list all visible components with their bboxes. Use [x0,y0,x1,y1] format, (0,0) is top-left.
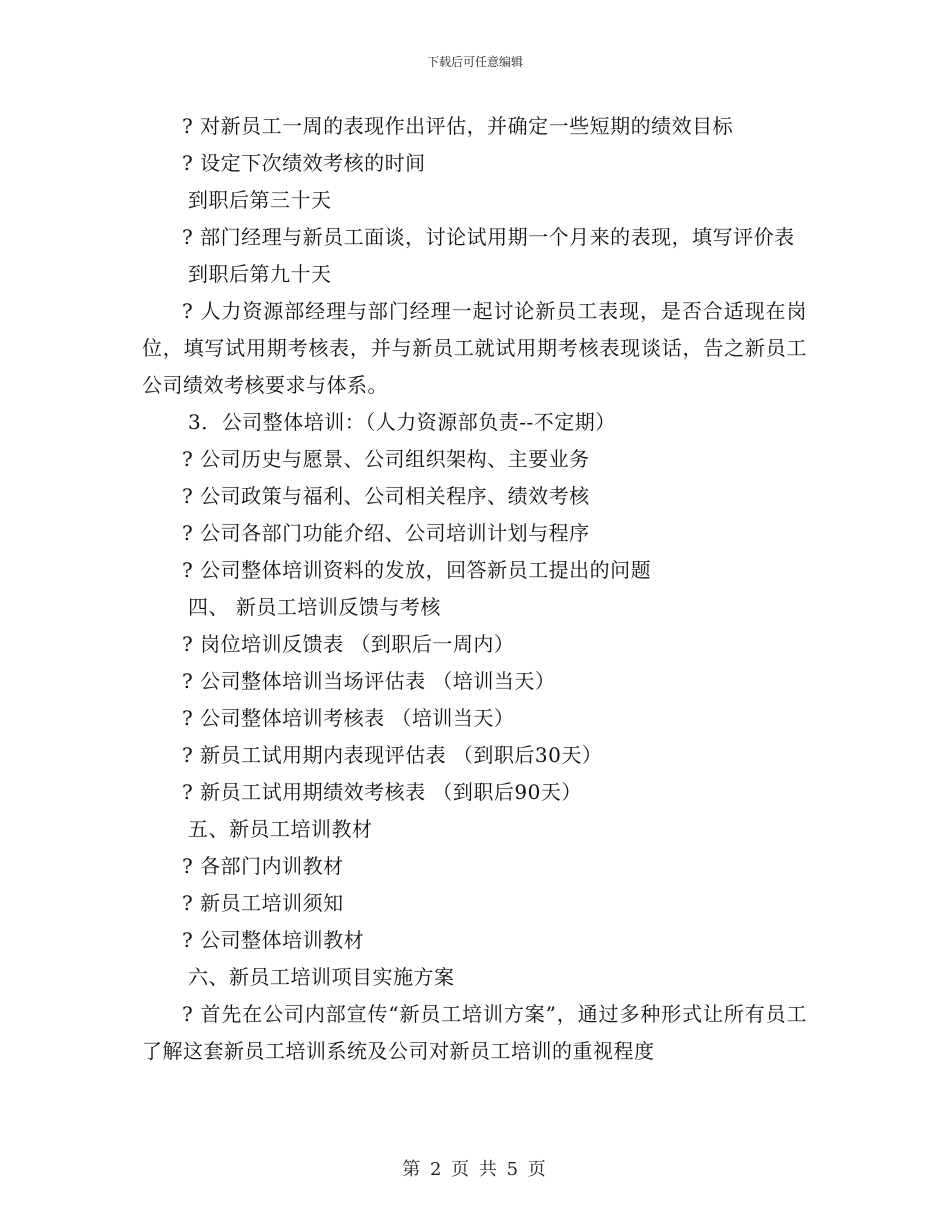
section-heading: 四、 新员工培训反馈与考核 [188,595,441,619]
page-number: 第 2 页 共 5 页 [402,1159,548,1180]
list-item: ? 公司整体培训考核表 （培训当天） [182,706,515,730]
page-header: 下载后可任意编辑 [426,55,523,69]
list-item: ? 各部门内训教材 [182,854,344,878]
paragraph: ? 人力资源部经理与部门经理一起讨论新员工表现，是否合适现在岗位，填写试用期考核表，并与新员工就试用期考核表现谈话，告之新员工公司绩效考核要求与体系。 [142,299,807,397]
section-heading: 六、新员工培训项目实施方案 [188,965,455,989]
list-item: ? 岗位培训反馈表 （到职后一周内） [182,632,515,656]
section-heading: 3．公司整体培训：（人力资源部负责--不定期） [188,410,616,434]
list-item: ? 新员工试用期内表现评估表 （到职后30天） [182,743,603,767]
document-body [142,108,807,1070]
paragraph: ? 部门经理与新员工面谈，讨论试用期一个月来的表现，填写评价表 [182,225,795,249]
list-item: ? 新员工试用期绩效考核表 （到职后90天） [182,780,582,804]
list-item: ? 公司各部门功能介绍、公司培训计划与程序 [182,521,590,545]
paragraph: ? 对新员工一周的表现作出评估，并确定一些短期的绩效目标 [182,114,734,138]
list-item: ? 公司政策与福利、公司相关程序、绩效考核 [182,484,590,508]
paragraph: ? 首先在公司内部宣传“新员工培训方案”，通过多种形式让所有员工了解这套新员工培训系统及公司对新员工培训的重视程度 [142,1002,807,1063]
list-item: ? 新员工培训须知 [182,891,344,915]
section-subheading: 到职后第九十天 [188,262,332,286]
section-heading: 五、新员工培训教材 [188,817,373,841]
list-item: ? 公司整体培训教材 [182,928,365,952]
paragraph: ? 设定下次绩效考核的时间 [182,151,426,175]
list-item: ? 公司整体培训资料的发放，回答新员工提出的问题 [182,558,652,582]
section-subheading: 到职后第三十天 [188,188,332,212]
list-item: ? 公司整体培训当场评估表 （培训当天） [182,669,556,693]
list-item: ? 公司历史与愿景、公司组织架构、主要业务 [182,447,590,471]
